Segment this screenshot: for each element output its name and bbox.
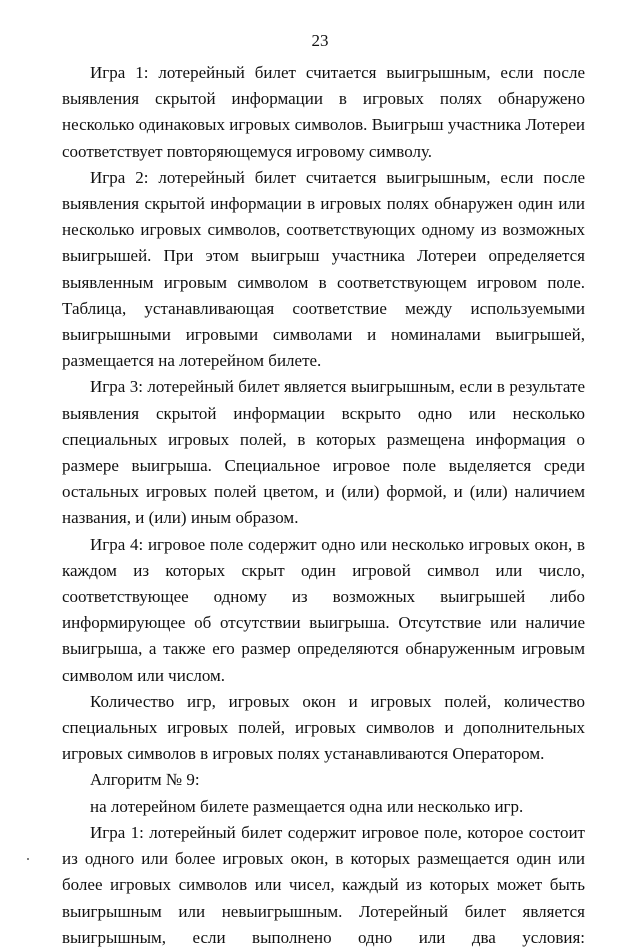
paragraph-game-3: Игра 3: лотерейный билет является выигрышным, если в результате выявления скрытой информации вскрыто одно или несколько специальных игровых полей, в которых размещена информация о размере выигрыша. Специальное игровое поле выделяется среди остальных игровых полей цветом, и (или) формой, и (или) наличием названия, и (или) иным образом. <box>62 377 585 528</box>
paragraph-algorithm-heading: Алгоритм № 9: <box>90 770 200 790</box>
scan-speck <box>27 858 29 860</box>
paragraph-algorithm-intro: на лотерейном билете размещается одна или несколько игр. <box>90 796 524 816</box>
document-body <box>62 60 585 951</box>
paragraph-game-1: Игра 1: лотерейный билет считается выигрышным, если после выявления скрытой информации в игровых полях обнаружено несколько одинаковых игровых символов. Выигрыш участника Лотереи соответствует повторяющемуся игровому символу. <box>62 63 585 161</box>
page-number: 23 <box>311 31 329 50</box>
paragraph-game-4: Игра 4: игровое поле содержит одно или несколько игровых окон, в каждом из которых скрыт один игровой символ или число, соответствующее одному из возможных выигрышей либо информирующее об отсутствии выигрыша. Отсутствие или наличие выигрыша, а также его размер определяются обнаруженным игровым символом или числом. <box>62 534 585 685</box>
paragraph-algorithm-game-1: Игра 1: лотерейный билет содержит игровое поле, которое состоит из одного или более игровых окон, в которых размещается один или более игровых символов или чисел, каждый из которых может быть выигрышным или невыигрышным. Лотерейный билет является выигрышным, если выполнено одно или два условия: <box>62 822 585 947</box>
paragraph-quantities: Количество игр, игровых окон и игровых полей, количество специальных игровых полей, игровых символов и дополнительных игровых символов в игровых полях устанавливаются Оператором. <box>62 691 585 764</box>
paragraph-game-2: Игра 2: лотерейный билет считается выигрышным, если после выявления скрытой информации в игровых полях обнаружен один или несколько игровых символов, соответствующих одному из возможных выигрышей. При этом выигрыш участника Лотереи определяется выявленным игровым символом в соответствующем игровом поле. Таблица, устанавливающая соответствие между используемыми выигрышными игровыми символами и номиналами выигрышей, размещается на лотерейном билете. <box>62 167 585 371</box>
